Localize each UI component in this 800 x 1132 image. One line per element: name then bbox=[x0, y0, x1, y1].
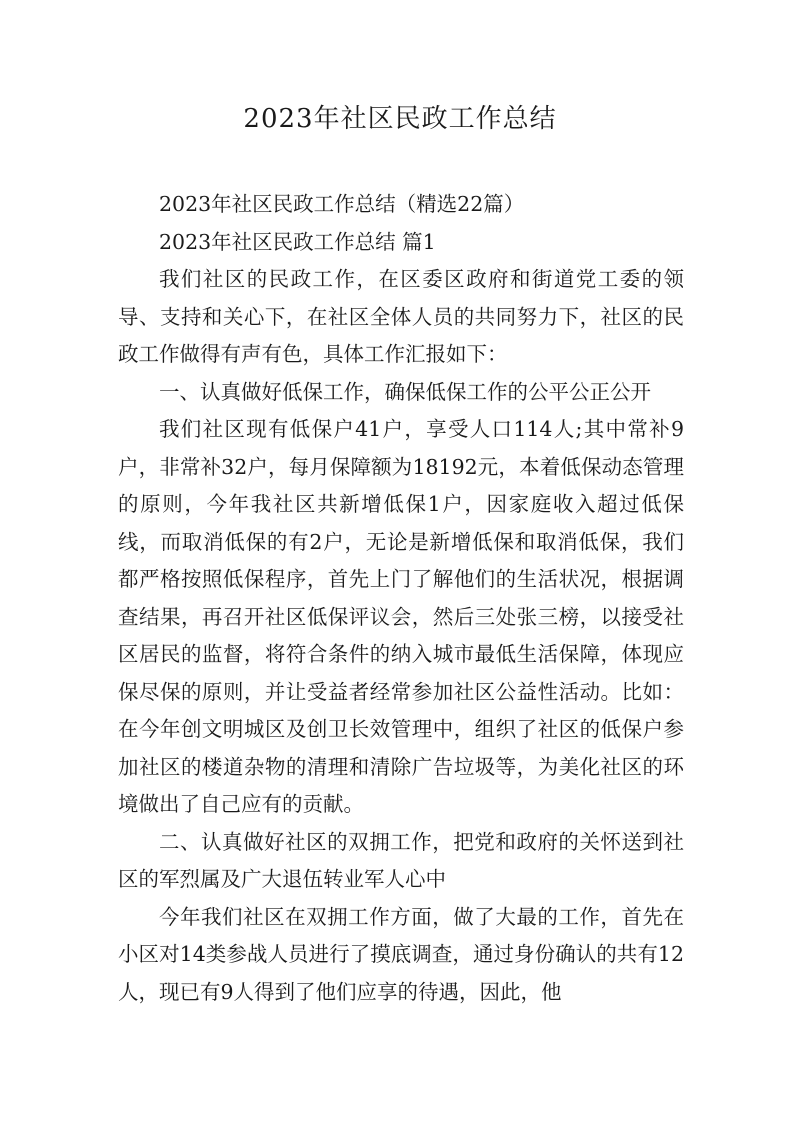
body-paragraph: 今年我们社区在双拥工作方面，做了大最的工作，首先在小区对14类参战人员进行了摸底调查，通过身份确认的共有12人，现已有9人得到了他们应享的待遇，因此，他 bbox=[118, 904, 684, 1004]
subtitle-paragraph: 2023年社区民政工作总结（精选22篇） bbox=[159, 192, 525, 216]
section-heading: 二、认真做好社区的双拥工作，把党和政府的关怀送到社区的军烈属及广大退伍转业军人心中 bbox=[118, 829, 684, 891]
section-heading: 2023年社区民政工作总结 篇1 bbox=[159, 229, 436, 254]
section-heading: 一、认真做好低保工作，确保低保工作的公平公正公开 bbox=[159, 379, 651, 404]
document-body bbox=[118, 186, 684, 1011]
document-title: 2023年社区民政工作总结 bbox=[243, 104, 557, 134]
body-paragraph: 我们社区的民政工作，在区委区政府和街道党工委的领导、支持和关心下，在社区全体人员的共同努力下，社区的民政工作做得有声有色，具体工作汇报如下： bbox=[118, 267, 684, 366]
body-paragraph: 我们社区现有低保户41户，享受人口114人;其中常补9户，非常补32户，每月保障额为18192元，本着低保动态管理的原则，今年我社区共新增低保1户，因家庭收入超过低保线，而取消低保的有2户，无论是新增低保和取消低保，我们都严格按照低保程序，首先上门了解他们的生活状况，根据调查结果，再召开社区低保评议会，然后三处张三榜，以接受社区居民的监督，将符合条件的纳入城市最低生活保障，体现应保尽保的原则，并让受益者经常参加社区公益性活动。比如：在今年创文明城区及创卫长效管理中，组织了社区的低保户参加社区的楼道杂物的清理和清除广告垃圾等，为美化社区的环境做出了自己应有的贡献。 bbox=[118, 417, 684, 816]
